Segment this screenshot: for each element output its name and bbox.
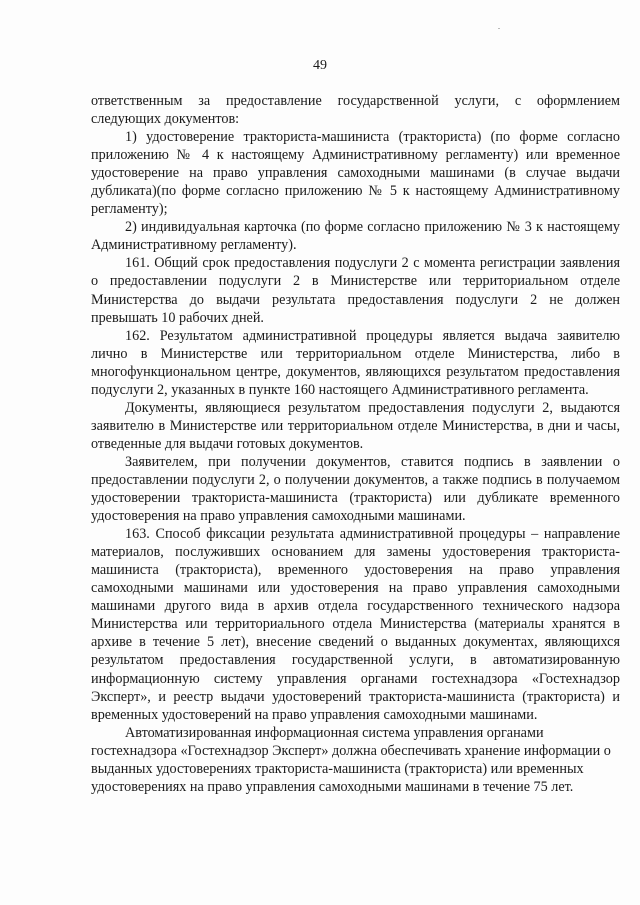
paragraph-continuation: ответственным за предоставление государственной услуги, с оформлением следующих документов: (91, 93, 620, 128)
scan-speck (498, 28, 500, 29)
paragraph-information-system: Автоматизированная информационная система управления органами гостехнадзора «Гостехнадзор Эксперт» должна обеспечивать хранение информации о выданных удостоверениях тракториста-машиниста (тракториста) или временных удостоверениях на право управления самоходными машинами в течение 75 лет. (91, 724, 611, 795)
paragraph-applicant-signature: Заявителем, при получении документов, ставится подпись в заявлении о предоставлении подуслуги 2, о получении документов, а также подпись в получаемом удостоверении тракториста-машиниста (тракториста) или дубликате временного удостоверения на право управления самоходными машинами. (91, 453, 620, 525)
paragraph-161: 161. Общий срок предоставления подуслуги 2 с момента регистрации заявления о предоставлении подуслуги 2 в Министерстве или территориальном отделе Министерства до выдачи результата предоставления подуслуги 2 не должен превышать 10 рабочих дней. (91, 255, 620, 326)
document-body (91, 92, 620, 796)
list-item-individual-card: 2) индивидуальная карточка (по форме согласно приложению № 3 к настоящему Административному регламенту). (91, 219, 620, 254)
paragraph-163: 163. Способ фиксации результата административной процедуры – направление материалов, послуживших основанием для замены удостоверения тракториста-машиниста (тракториста), временного удостоверения на право управления самоходными машинами или удостоверения на право управления самоходными машинами другого вида в архив отдела государственного технического надзора Министерства или территориального отдела Министерства (материалы хранятся в архиве в течение 5 лет), внесение сведений о выданных документах, являющихся результатом предоставления государственной услуги, в автоматизированную информационную систему управления органами гостехнадзора «Гостехнадзор Эксперт», и реестр выдачи удостоверений тракториста-машиниста (тракториста) и временных удостоверений на право управления самоходными машинами. (91, 526, 620, 723)
paragraph-162: 162. Результатом административной процедуры является выдача заявителю лично в Министерстве или территориальном отделе Министерства, либо в многофункциональном центре, документов, являющихся результатом предоставления подуслуги 2, указанных в пункте 160 настоящего Административного регламента. (91, 327, 620, 398)
list-item-driver-license: 1) удостоверение тракториста-машиниста (тракториста) (по форме согласно приложению № 4 к настоящему Административному регламенту) или временное удостоверение на право управления самоходными машинами (в случае выдачи дубликата)(по форме согласно приложению № 5 к настоящему Административному регламенту); (91, 129, 620, 218)
page-number: 49 (313, 58, 327, 73)
paragraph-documents-issued: Документы, являющиеся результатом предоставления подуслуги 2, выдаются заявителю в Министерстве или территориальном отделе Министерства, в дни и часы, отведенные для выдачи готовых документов. (91, 399, 620, 452)
